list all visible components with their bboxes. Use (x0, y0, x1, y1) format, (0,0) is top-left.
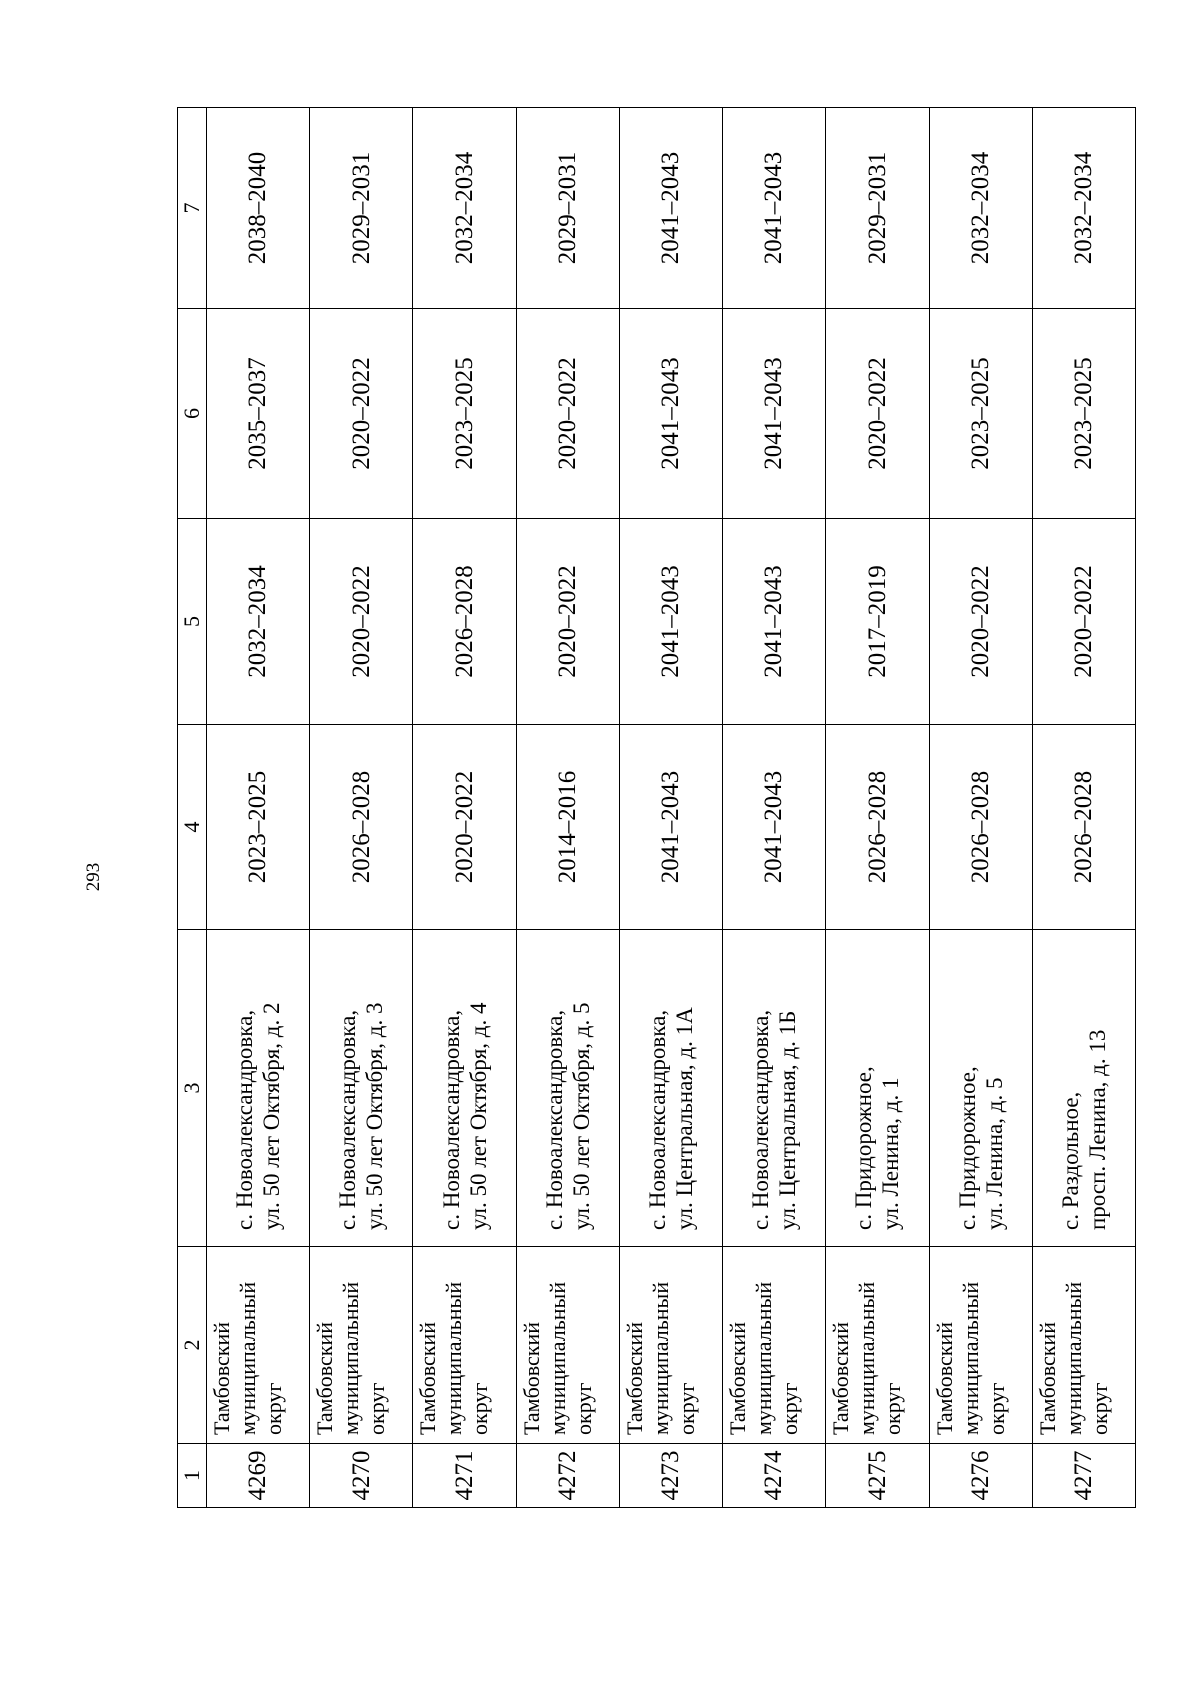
cell-line: ул. Ленина, д. 5 (981, 1077, 1007, 1230)
cell-line: с. Новоалександровка, (541, 1009, 567, 1230)
cell-line: муниципальный (338, 1281, 364, 1435)
cell-line: ул. Центральная, д. 1Б (775, 1010, 801, 1230)
period-cell-p4: 2026–2028 (1032, 725, 1135, 930)
cell-line: с. Новоалександровка, (232, 1009, 258, 1230)
cell-line: округ (983, 1382, 1009, 1435)
address-cell (207, 930, 310, 1247)
cell-line: Тамбовский (518, 1321, 544, 1435)
cell-line: округ (570, 1382, 596, 1435)
cell-line: ул. 50 лет Октября, д. 2 (259, 1002, 285, 1230)
period-cell-p7: 2032–2034 (1032, 108, 1135, 309)
cell-line: Тамбовский (725, 1321, 751, 1435)
cell-line: округ (777, 1382, 803, 1435)
region-cell (413, 1247, 516, 1444)
cell-line: округ (673, 1382, 699, 1435)
cell-line: ул. Ленина, д. 1 (878, 1077, 904, 1230)
period-cell-p5: 2020–2022 (929, 519, 1032, 725)
period-cell-p7: 2041–2043 (619, 108, 722, 309)
period-cell-p7: 2032–2034 (413, 108, 516, 309)
table-row (516, 108, 619, 1508)
period-cell-p6: 2020–2022 (826, 309, 929, 519)
cell-line: ул. 50 лет Октября, д. 3 (362, 1002, 388, 1230)
period-cell-p4: 2020–2022 (413, 725, 516, 930)
cell-line: муниципальный (235, 1281, 260, 1435)
cell-line: Тамбовский (931, 1321, 957, 1435)
header-row (178, 108, 207, 1508)
row-number-cell: 4269 (207, 1444, 310, 1508)
table-row (310, 108, 413, 1508)
cell-line: округ (880, 1382, 906, 1435)
address-cell (723, 930, 826, 1247)
period-cell-p6: 2023–2025 (1032, 309, 1135, 519)
cell-line: Тамбовский (1034, 1321, 1060, 1435)
cell-line: ул. 50 лет Октября, д. 4 (465, 1002, 491, 1230)
period-cell-p4: 2014–2016 (516, 725, 619, 930)
cell-line: муниципальный (647, 1281, 673, 1435)
row-number-cell: 4275 (826, 1444, 929, 1508)
region-cell (826, 1247, 929, 1444)
address-cell (1032, 930, 1135, 1247)
cell-line: Тамбовский (621, 1321, 647, 1435)
period-cell-p6: 2023–2025 (929, 309, 1032, 519)
region-cell (723, 1247, 826, 1444)
region-cell (619, 1247, 722, 1444)
cell-line: муниципальный (1060, 1281, 1086, 1435)
page-number: 293 (83, 862, 104, 892)
table-row (413, 108, 516, 1508)
period-cell-p6: 2041–2043 (619, 309, 722, 519)
period-cell-p4: 2026–2028 (310, 725, 413, 930)
period-cell-p7: 2038–2040 (207, 108, 310, 309)
row-number-cell: 4273 (619, 1444, 722, 1508)
period-cell-p6: 2035–2037 (207, 309, 310, 519)
cell-line: с. Новоалександровка, (335, 1009, 361, 1230)
column-header: 7 (178, 108, 207, 309)
table-body (207, 108, 1136, 1508)
table-header (178, 108, 207, 1508)
row-number-cell: 4274 (723, 1444, 826, 1508)
cell-line: округ (261, 1382, 286, 1435)
period-cell-p4: 2041–2043 (619, 725, 722, 930)
period-cell-p6: 2023–2025 (413, 309, 516, 519)
region-cell (929, 1247, 1032, 1444)
table-row (723, 108, 826, 1508)
period-cell-p7: 2041–2043 (723, 108, 826, 309)
row-number-cell: 4270 (310, 1444, 413, 1508)
rotated-table-frame (177, 108, 1136, 1508)
row-number-cell: 4272 (516, 1444, 619, 1508)
address-cell (516, 930, 619, 1247)
period-cell-p5: 2017–2019 (826, 519, 929, 725)
table-row (207, 108, 310, 1508)
cell-line: с. Придорожное, (851, 1066, 877, 1230)
period-cell-p4: 2026–2028 (826, 725, 929, 930)
cell-line: с. Новоалександровка, (748, 1009, 774, 1230)
cell-line: с. Новоалександровка, (644, 1009, 670, 1230)
column-header: 4 (178, 725, 207, 930)
period-cell-p7: 2029–2031 (310, 108, 413, 309)
region-cell (310, 1247, 413, 1444)
cell-line: ул. 50 лет Октября, д. 5 (568, 1002, 594, 1230)
cell-line: просп. Ленина, д. 13 (1084, 1029, 1110, 1230)
column-header: 1 (178, 1444, 207, 1508)
table-row (929, 108, 1032, 1508)
period-cell-p5: 2026–2028 (413, 519, 516, 725)
period-cell-p6: 2020–2022 (310, 309, 413, 519)
address-cell (413, 930, 516, 1247)
address-cell (826, 930, 929, 1247)
column-header: 6 (178, 309, 207, 519)
period-cell-p5: 2032–2034 (207, 519, 310, 725)
period-cell-p5: 2041–2043 (723, 519, 826, 725)
period-cell-p7: 2029–2031 (826, 108, 929, 309)
cell-line: Тамбовский (828, 1321, 854, 1435)
cell-line: с. Придорожное, (954, 1066, 980, 1230)
period-cell-p5: 2041–2043 (619, 519, 722, 725)
period-cell-p6: 2041–2043 (723, 309, 826, 519)
address-cell (929, 930, 1032, 1247)
column-header: 2 (178, 1247, 207, 1444)
table-row (619, 108, 722, 1508)
period-cell-p4: 2041–2043 (723, 725, 826, 930)
schedule-table (177, 107, 1136, 1508)
row-number-cell: 4277 (1032, 1444, 1135, 1508)
row-number-cell: 4271 (413, 1444, 516, 1508)
cell-line: округ (467, 1382, 493, 1435)
address-cell (310, 930, 413, 1247)
cell-line: муниципальный (957, 1281, 983, 1435)
period-cell-p7: 2029–2031 (516, 108, 619, 309)
row-number-cell: 4276 (929, 1444, 1032, 1508)
cell-line: Тамбовский (209, 1321, 234, 1435)
cell-line: с. Раздольное, (1057, 1091, 1083, 1230)
region-cell (1032, 1247, 1135, 1444)
column-header: 3 (178, 930, 207, 1247)
cell-line: муниципальный (544, 1281, 570, 1435)
period-cell-p4: 2026–2028 (929, 725, 1032, 930)
cell-line: муниципальный (751, 1281, 777, 1435)
period-cell-p5: 2020–2022 (310, 519, 413, 725)
period-cell-p5: 2020–2022 (516, 519, 619, 725)
column-header: 5 (178, 519, 207, 725)
cell-line: с. Новоалександровка, (438, 1009, 464, 1230)
table-row (1032, 108, 1135, 1508)
cell-line: округ (364, 1382, 390, 1435)
region-cell (207, 1247, 310, 1444)
cell-line: округ (1086, 1382, 1112, 1435)
period-cell-p7: 2032–2034 (929, 108, 1032, 309)
period-cell-p6: 2020–2022 (516, 309, 619, 519)
cell-line: муниципальный (441, 1281, 467, 1435)
address-cell (619, 930, 722, 1247)
cell-line: Тамбовский (312, 1321, 338, 1435)
period-cell-p4: 2023–2025 (207, 725, 310, 930)
cell-line: Тамбовский (415, 1321, 441, 1435)
period-cell-p5: 2020–2022 (1032, 519, 1135, 725)
cell-line: муниципальный (854, 1281, 880, 1435)
table-row (826, 108, 929, 1508)
cell-line: ул. Центральная, д. 1А (671, 1007, 697, 1230)
region-cell (516, 1247, 619, 1444)
